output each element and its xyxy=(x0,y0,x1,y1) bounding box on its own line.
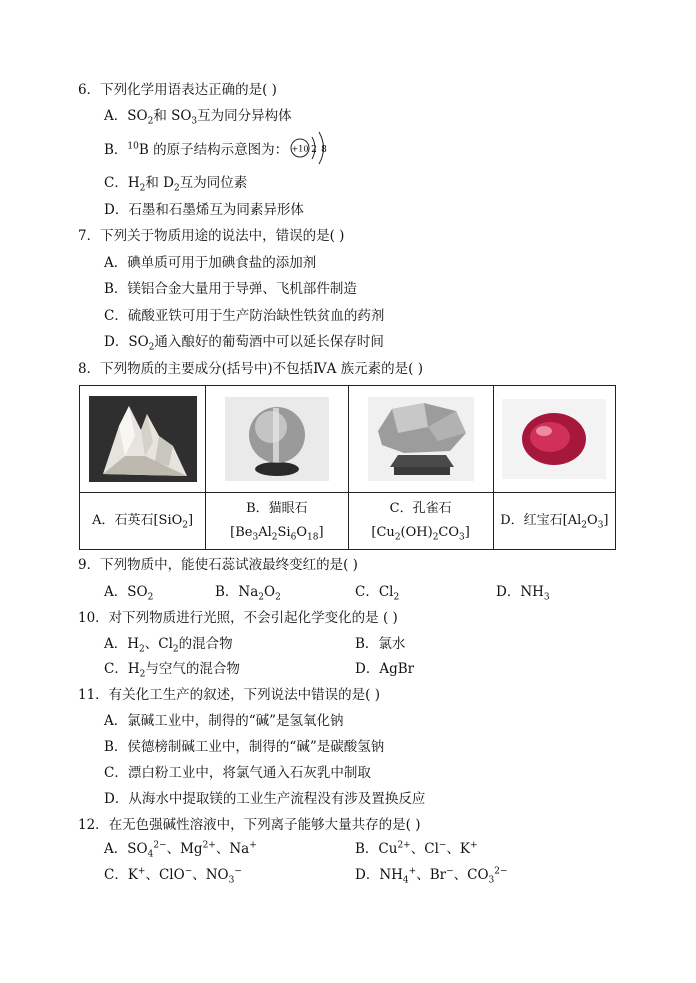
q10-option-d: D．AgBr xyxy=(355,661,415,677)
q12-option-b: B．$Cu^{2+}$、Cl−、K+ xyxy=(355,840,478,857)
ruby-gem-image xyxy=(502,399,606,479)
q11-option-c: C．漂白粉工业中，将氯气通入石灰乳中制取 xyxy=(104,765,371,781)
atom-structure-diagram xyxy=(288,127,332,169)
quartz-image-cell xyxy=(80,386,206,493)
q10-option-b: B．氯水 xyxy=(355,636,406,652)
atom-shell1-label: 2 xyxy=(311,145,317,155)
q6-option-b: B．$^{10}$B 的原子结构示意图为： xyxy=(104,141,289,158)
q12-stem: 12．在无色强碱性溶液中，下列离子能够大量共存的是( ) xyxy=(78,817,421,833)
q12-option-d: D．$NH_4^+$、Br−、$CO_3^{2-}$ xyxy=(355,866,508,886)
atom-nucleus-label: +10 xyxy=(291,144,309,154)
q6-option-d: D．石墨和石墨烯互为同素异形体 xyxy=(104,202,304,218)
q11-option-b: B．侯德榜制碱工业中，制得的“碱”是碳酸氢钠 xyxy=(104,739,385,755)
q9-option-b: B．$Na_2O_2$ xyxy=(215,584,281,603)
q10-option-c: C．$H_2$与空气的混合物 xyxy=(104,661,240,680)
atom-shell2-label: 8 xyxy=(321,145,327,155)
caption-c: C．孔雀石 $[Cu_2(OH)_2CO_3]$ xyxy=(348,492,493,549)
caption-a: A．石英石[SiO$_2$] xyxy=(80,492,206,549)
mineral-table xyxy=(79,385,616,550)
q9-option-c: C．$Cl_2$ xyxy=(355,584,400,603)
q12-option-a: A．$SO_4^{2-}$、$Mg^{2+}$、Na+ xyxy=(104,840,257,860)
q9-option-a: A．$SO_2$ xyxy=(104,584,154,603)
q11-option-a: A．氯碱工业中，制得的“碱”是氢氧化钠 xyxy=(104,713,344,729)
q9-stem: 9．下列物质中，能使石蕊试液最终变红的是( ) xyxy=(78,557,358,573)
q10-option-a: A．$H_2$、$Cl_2$的混合物 xyxy=(104,636,233,655)
q7-option-a: A．碘单质可用于加碘食盐的添加剂 xyxy=(104,255,317,271)
q7-option-b: B．镁铝合金大量用于导弹、飞机部件制造 xyxy=(104,281,357,297)
q12-option-c: C．K+、ClO−、$NO_3^-$ xyxy=(104,866,242,886)
q7-option-c: C．硫酸亚铁可用于生产防治缺性铁贫血的药剂 xyxy=(104,308,385,324)
q7-option-d: D．$SO_2$通入酿好的葡萄酒中可以延长保存时间 xyxy=(104,334,384,353)
q6-option-a: A．$SO_2$和 $SO_3$互为同分异构体 xyxy=(104,108,292,127)
quartz-crystal-image xyxy=(89,396,197,482)
q6-stem: 6．下列化学用语表达正确的是( ) xyxy=(78,82,277,98)
q7-stem: 7．下列关于物质用途的说法中，错误的是( ) xyxy=(78,228,345,244)
q9-option-d: D．$NH_3$ xyxy=(496,584,550,603)
q8-stem: 8．下列物质的主要成分(括号中)不包括ⅣA 族元素的是( ) xyxy=(78,361,423,377)
caption-b: B．猫眼石 $[Be_3Al_2Si_6O_{18}]$ xyxy=(206,492,348,549)
ruby-image-cell xyxy=(493,386,615,493)
cats-eye-stone-image xyxy=(225,397,329,481)
q11-stem: 11．有关化工生产的叙述，下列说法中错误的是( ) xyxy=(78,687,381,703)
malachite-stone-image xyxy=(368,397,474,481)
cats-eye-image-cell xyxy=(206,386,348,493)
q6-option-c: C．$H_2$和 $D_2$互为同位素 xyxy=(104,175,248,194)
caption-d: D．红宝石$[Al_2O_3]$ xyxy=(493,492,615,549)
q10-stem: 10．对下列物质进行光照，不会引起化学变化的是 ( ) xyxy=(78,610,398,626)
malachite-image-cell xyxy=(348,386,493,493)
q11-option-d: D．从海水中提取镁的工业生产流程没有涉及置换反应 xyxy=(104,791,426,807)
